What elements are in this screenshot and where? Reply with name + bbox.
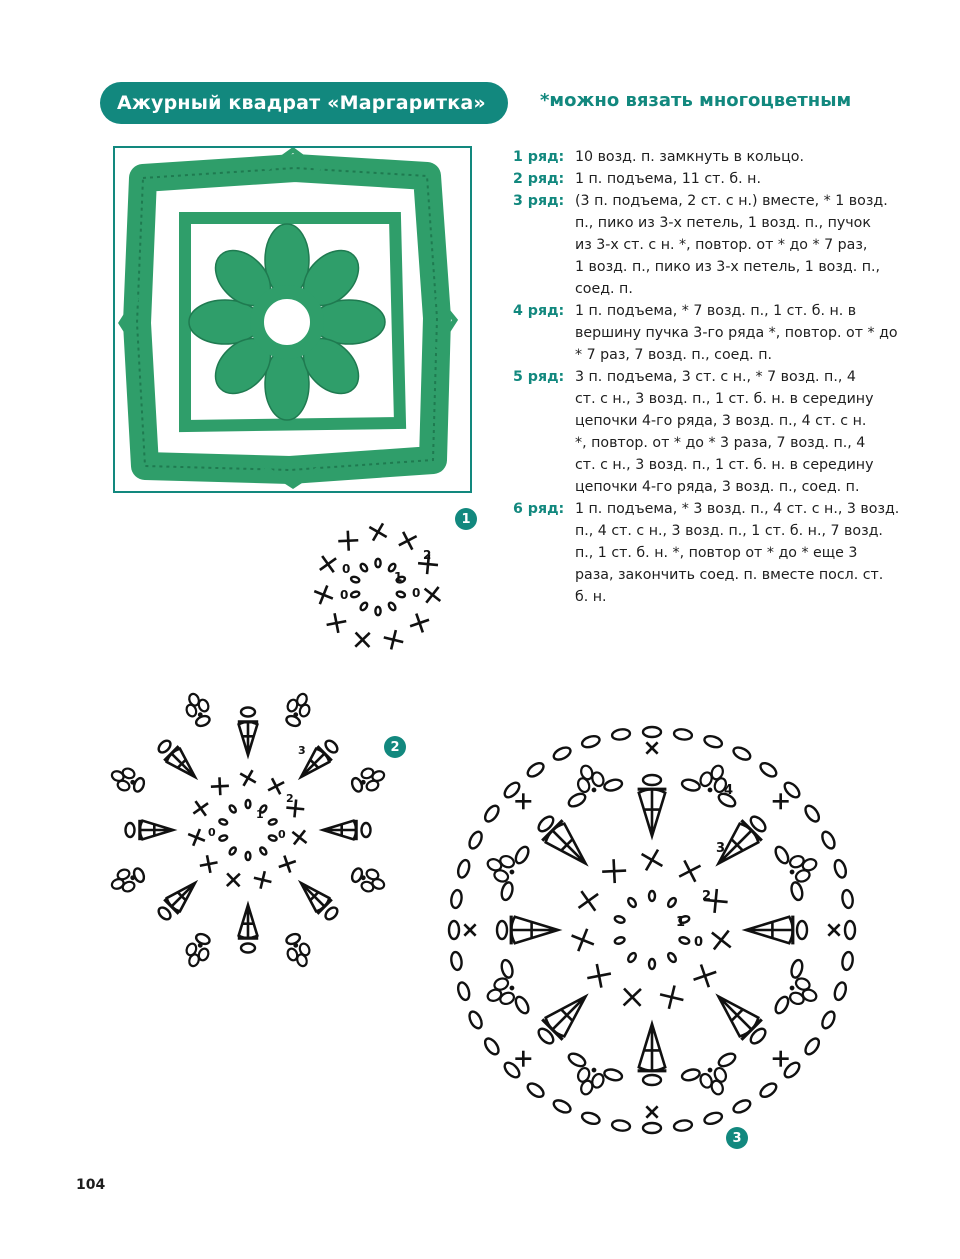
cluster-symbol bbox=[638, 1024, 667, 1071]
chain-stitch-symbol bbox=[241, 708, 255, 717]
row-text bbox=[575, 366, 913, 498]
cluster-symbol bbox=[294, 876, 332, 914]
chain-stitch-symbol bbox=[627, 952, 638, 964]
row-line: вершину пучка 3-го ряда *, повтор. от * до bbox=[575, 325, 898, 341]
row-instruction bbox=[513, 146, 913, 168]
chain-stitch-symbol bbox=[611, 1119, 630, 1132]
chain-stitch-symbol bbox=[681, 1068, 701, 1082]
page-number: 104 bbox=[76, 1177, 106, 1193]
chain-stitch-symbol bbox=[525, 1081, 545, 1100]
picot-symbol bbox=[572, 1063, 607, 1099]
cluster-symbol bbox=[164, 746, 202, 784]
picot-symbol bbox=[572, 761, 607, 797]
chain-stitch-symbol bbox=[362, 823, 371, 837]
single-crochet-symbol bbox=[515, 1051, 531, 1067]
chain-stitch-symbol bbox=[643, 1123, 661, 1133]
chain-stitch-symbol bbox=[502, 1060, 522, 1080]
cluster-symbol bbox=[746, 916, 793, 945]
cluster-symbol bbox=[164, 876, 202, 914]
single-crochet-symbol bbox=[276, 853, 299, 876]
row-number-label: 4 bbox=[724, 783, 734, 798]
chain-stitch-symbol bbox=[219, 818, 228, 825]
single-crochet-symbol bbox=[338, 530, 359, 551]
single-crochet-symbol bbox=[348, 626, 376, 654]
chain-stitch-symbol bbox=[241, 944, 255, 953]
chain-stitch-symbol bbox=[820, 1010, 837, 1031]
chain-stitch-symbol bbox=[396, 591, 406, 599]
single-crochet-symbol bbox=[236, 766, 261, 791]
diagram-rows-1-3 bbox=[98, 680, 398, 980]
row-text bbox=[575, 190, 913, 300]
chain-stitch-symbol bbox=[790, 881, 804, 901]
row-line: *, повтор. от * до * 3 раза, 7 возд. п., 4 bbox=[575, 435, 866, 451]
row-text bbox=[575, 168, 913, 190]
chain-stitch-symbol bbox=[502, 780, 522, 800]
chain-stitch-symbol bbox=[649, 959, 655, 969]
chain-stitch-symbol bbox=[581, 734, 601, 749]
chain-stitch-symbol bbox=[567, 791, 588, 809]
single-crochet-symbol bbox=[572, 884, 605, 917]
row-line: (3 п. подъема, 2 ст. с н.) вместе, * 1 возд. bbox=[575, 193, 888, 209]
chain-stitch-symbol bbox=[841, 951, 854, 970]
single-crochet-symbol bbox=[823, 919, 846, 942]
picot-symbol bbox=[785, 850, 821, 885]
chain-stitch-symbol bbox=[552, 1098, 573, 1115]
chain-stitch-symbol bbox=[773, 845, 791, 866]
subtitle-note: *можно вязать многоцветным bbox=[540, 90, 852, 111]
chain-stitch-symbol bbox=[467, 830, 484, 851]
chain-stitch-symbol bbox=[456, 981, 471, 1001]
chain-stitch-symbol bbox=[375, 559, 380, 567]
row-number-label: 0 bbox=[342, 562, 351, 576]
row-line: 1 п. подъема, 11 ст. б. н. bbox=[575, 171, 761, 187]
single-crochet-symbol bbox=[636, 844, 669, 877]
row-text bbox=[575, 300, 913, 366]
single-crochet-symbol bbox=[657, 983, 686, 1012]
chain-stitch-symbol bbox=[359, 563, 368, 573]
chain-stitch-symbol bbox=[500, 959, 514, 979]
chain-stitch-symbol bbox=[703, 1111, 723, 1126]
row-label: 4 ряд: bbox=[513, 303, 565, 319]
row-line: из 3-х ст. с н. *, повтор. от * до * 7 раз, bbox=[575, 237, 868, 253]
single-crochet-symbol bbox=[515, 793, 531, 809]
single-crochet-symbol bbox=[221, 867, 246, 892]
row-line: 1 возд. п., пико из 3-х петель, 1 возд. п., bbox=[575, 259, 881, 275]
chain-stitch-symbol bbox=[614, 936, 625, 945]
chain-stitch-symbol bbox=[350, 576, 360, 584]
chain-stitch-symbol bbox=[581, 1111, 601, 1126]
cluster-symbol bbox=[140, 820, 173, 840]
single-crochet-symbol bbox=[185, 826, 208, 849]
chain-stitch-symbol bbox=[126, 823, 135, 837]
row-number-label: 2 bbox=[702, 889, 712, 904]
row-text bbox=[575, 498, 913, 608]
row-line: п., 4 ст. с н., 3 возд. п., 1 ст. б. н., 7 возд. bbox=[575, 523, 883, 539]
chain-stitch-symbol bbox=[820, 830, 837, 851]
row-line: б. н. bbox=[575, 589, 607, 605]
chain-stitch-symbol bbox=[467, 1010, 484, 1031]
chain-stitch-symbol bbox=[132, 777, 146, 793]
chain-stitch-symbol bbox=[482, 803, 501, 823]
row-instruction bbox=[513, 366, 913, 498]
single-crochet-symbol bbox=[314, 550, 342, 578]
row-instruction bbox=[513, 300, 913, 366]
row-number-label: 0 bbox=[278, 828, 286, 841]
cluster-symbol bbox=[511, 916, 558, 945]
single-crochet-symbol bbox=[674, 855, 706, 887]
cluster-symbol bbox=[238, 905, 258, 938]
chain-stitch-symbol bbox=[482, 1036, 501, 1056]
single-crochet-symbol bbox=[602, 859, 627, 884]
row-number-label: 0 bbox=[694, 935, 704, 950]
chain-stitch-symbol bbox=[732, 1098, 753, 1115]
row-number-label: 3 bbox=[298, 744, 306, 757]
single-crochet-symbol bbox=[264, 774, 288, 798]
chain-stitch-symbol bbox=[732, 745, 753, 762]
picot-symbol bbox=[697, 1063, 732, 1099]
chain-stitch-symbol bbox=[156, 905, 172, 921]
chain-stitch-symbol bbox=[643, 1075, 661, 1085]
single-crochet-symbol bbox=[210, 777, 229, 796]
chain-stitch-symbol bbox=[833, 859, 848, 879]
chain-stitch-symbol bbox=[388, 601, 397, 611]
chain-stitch-symbol bbox=[681, 778, 701, 792]
chain-stitch-symbol bbox=[323, 905, 339, 921]
chain-stitch-symbol bbox=[350, 777, 364, 793]
row-number-label: 2 bbox=[423, 548, 432, 562]
row-line: 3 п. подъема, 3 ст. с н., * 7 возд. п., 4 bbox=[575, 369, 856, 385]
chain-stitch-symbol bbox=[673, 728, 692, 741]
row-line: ст. с н., 3 возд. п., 1 ст. б. н. в середину bbox=[575, 457, 874, 473]
chain-stitch-symbol bbox=[513, 995, 531, 1016]
single-crochet-symbol bbox=[773, 1051, 789, 1067]
chain-stitch-symbol bbox=[500, 881, 514, 901]
row-number-label: 0 bbox=[208, 826, 216, 839]
single-crochet-symbol bbox=[407, 610, 432, 635]
diagram-badge-1: 1 bbox=[455, 508, 477, 530]
chain-stitch-symbol bbox=[375, 607, 380, 615]
chain-stitch-symbol bbox=[228, 804, 237, 813]
row-number-label: 1 bbox=[676, 915, 686, 930]
single-crochet-symbol bbox=[459, 919, 482, 942]
single-crochet-symbol bbox=[325, 611, 348, 634]
diagram-row-1 bbox=[300, 512, 460, 662]
row-label: 3 ряд: bbox=[513, 193, 565, 209]
chain-stitch-symbol bbox=[841, 889, 854, 908]
row-instruction bbox=[513, 168, 913, 190]
instructions bbox=[513, 146, 913, 608]
single-crochet-symbol bbox=[394, 527, 421, 554]
chain-stitch-symbol bbox=[497, 921, 507, 939]
single-crochet-symbol bbox=[311, 582, 337, 608]
single-crochet-symbol bbox=[641, 1101, 664, 1124]
chain-stitch-symbol bbox=[195, 932, 211, 946]
single-crochet-symbol bbox=[615, 980, 649, 1014]
single-crochet-symbol bbox=[252, 869, 274, 891]
diagram-badge-3: 3 bbox=[726, 1127, 748, 1149]
crochet-square-illustration bbox=[115, 148, 470, 491]
row-line: ст. с н., 3 возд. п., 1 ст. б. н. в середину bbox=[575, 391, 874, 407]
chain-stitch-symbol bbox=[228, 846, 237, 855]
chain-stitch-symbol bbox=[717, 1051, 738, 1069]
single-crochet-symbol bbox=[690, 961, 721, 992]
chain-stitch-symbol bbox=[703, 734, 723, 749]
chain-stitch-symbol bbox=[359, 601, 368, 611]
row-text bbox=[575, 146, 913, 168]
chain-stitch-symbol bbox=[603, 778, 623, 792]
chain-stitch-symbol bbox=[268, 835, 277, 842]
picot-symbol bbox=[785, 975, 821, 1010]
single-crochet-symbol bbox=[188, 796, 213, 821]
chain-stitch-symbol bbox=[611, 728, 630, 741]
chain-stitch-symbol bbox=[456, 859, 471, 879]
row-line: 10 возд. п. замкнуть в кольцо. bbox=[575, 149, 804, 165]
chain-stitch-symbol bbox=[246, 852, 251, 860]
chain-stitch-symbol bbox=[285, 714, 301, 728]
chain-stitch-symbol bbox=[614, 915, 625, 924]
page-title: Ажурный квадрат «Маргаритка» bbox=[100, 82, 508, 124]
row-number-label: 3 bbox=[716, 841, 726, 856]
chain-stitch-symbol bbox=[450, 889, 463, 908]
single-crochet-symbol bbox=[567, 924, 598, 955]
chain-stitch-symbol bbox=[679, 936, 690, 945]
row-label: 2 ряд: bbox=[513, 171, 565, 187]
row-line: цепочки 4-го ряда, 3 возд. п., 4 ст. с н. bbox=[575, 413, 867, 429]
chain-stitch-symbol bbox=[156, 738, 172, 754]
row-label: 6 ряд: bbox=[513, 501, 565, 517]
row-line: 1 п. подъема, * 7 возд. п., 1 ст. б. н. в bbox=[575, 303, 857, 319]
chain-stitch-symbol bbox=[758, 1081, 778, 1100]
chain-stitch-symbol bbox=[450, 951, 463, 970]
chain-stitch-symbol bbox=[350, 867, 364, 883]
single-crochet-symbol bbox=[364, 518, 391, 545]
row-number-label: 2 bbox=[286, 792, 294, 805]
chain-stitch-symbol bbox=[790, 959, 804, 979]
chain-stitch-symbol bbox=[132, 867, 146, 883]
row-number-label: 1 bbox=[256, 808, 264, 821]
row-line: цепочки 4-го ряда, 3 возд. п., соед. п. bbox=[575, 479, 860, 495]
picot-symbol bbox=[483, 975, 519, 1010]
chain-stitch-symbol bbox=[268, 818, 277, 825]
single-crochet-symbol bbox=[585, 962, 613, 990]
chain-stitch-symbol bbox=[845, 921, 855, 939]
chain-stitch-symbol bbox=[525, 760, 545, 779]
chain-stitch-symbol bbox=[782, 1060, 802, 1080]
chain-stitch-symbol bbox=[552, 745, 573, 762]
chain-stitch-symbol bbox=[773, 995, 791, 1016]
chain-stitch-symbol bbox=[449, 921, 459, 939]
row-number-label: 1 bbox=[394, 570, 403, 584]
chain-stitch-symbol bbox=[219, 835, 228, 842]
cluster-symbol bbox=[638, 789, 667, 836]
single-crochet-symbol bbox=[198, 854, 219, 875]
chain-stitch-symbol bbox=[758, 760, 778, 779]
diagram-badge-2: 2 bbox=[384, 736, 406, 758]
row-label: 5 ряд: bbox=[513, 369, 565, 385]
row-number-label: 0 bbox=[412, 586, 421, 600]
diagram-rows-1-4 bbox=[420, 715, 890, 1165]
chain-stitch-symbol bbox=[803, 1036, 822, 1056]
chain-stitch-symbol bbox=[833, 981, 848, 1001]
row-line: раза, закончить соед. п. вместе посл. ст. bbox=[575, 567, 884, 583]
row-instruction bbox=[513, 190, 913, 300]
crochet-square-photo bbox=[113, 146, 472, 493]
chain-stitch-symbol bbox=[667, 952, 678, 964]
chain-stitch-symbol bbox=[567, 1051, 588, 1069]
single-crochet-symbol bbox=[418, 581, 446, 609]
single-crochet-symbol bbox=[641, 737, 664, 760]
row-line: соед. п. bbox=[575, 281, 633, 297]
chain-stitch-symbol bbox=[285, 932, 301, 946]
single-crochet-symbol bbox=[773, 793, 789, 809]
chain-stitch-symbol bbox=[513, 845, 531, 866]
chain-stitch-symbol bbox=[649, 891, 655, 901]
chain-stitch-symbol bbox=[246, 800, 251, 808]
row-label: 1 ряд: bbox=[513, 149, 565, 165]
chain-stitch-symbol bbox=[323, 738, 339, 754]
row-line: * 7 раз, 7 возд. п., соед. п. bbox=[575, 347, 772, 363]
chain-stitch-symbol bbox=[195, 714, 211, 728]
chain-stitch-symbol bbox=[643, 775, 661, 785]
chain-stitch-symbol bbox=[643, 727, 661, 737]
row-line: 1 п. подъема, * 3 возд. п., 4 ст. с н., 3 возд. bbox=[575, 501, 900, 517]
row-line: п., 1 ст. б. н. *, повтор от * до * еще 3 bbox=[575, 545, 858, 561]
chain-stitch-symbol bbox=[259, 846, 268, 855]
row-instruction bbox=[513, 498, 913, 608]
chain-stitch-symbol bbox=[667, 897, 678, 909]
single-crochet-symbol bbox=[704, 923, 738, 957]
chain-stitch-symbol bbox=[782, 780, 802, 800]
chain-stitch-symbol bbox=[803, 803, 822, 823]
chain-stitch-symbol bbox=[797, 921, 807, 939]
row-line: п., пико из 3-х петель, 1 возд. п., пучок bbox=[575, 215, 871, 231]
single-crochet-symbol bbox=[381, 628, 405, 652]
picot-symbol bbox=[483, 850, 519, 885]
cluster-symbol bbox=[238, 722, 258, 755]
chain-stitch-symbol bbox=[673, 1119, 692, 1132]
row-number-label: 0 bbox=[340, 588, 349, 602]
chain-stitch-symbol bbox=[603, 1068, 623, 1082]
chain-stitch-symbol bbox=[627, 897, 638, 909]
chain-stitch-symbol bbox=[350, 591, 360, 599]
cluster-symbol bbox=[323, 820, 356, 840]
single-crochet-symbol bbox=[287, 825, 312, 850]
